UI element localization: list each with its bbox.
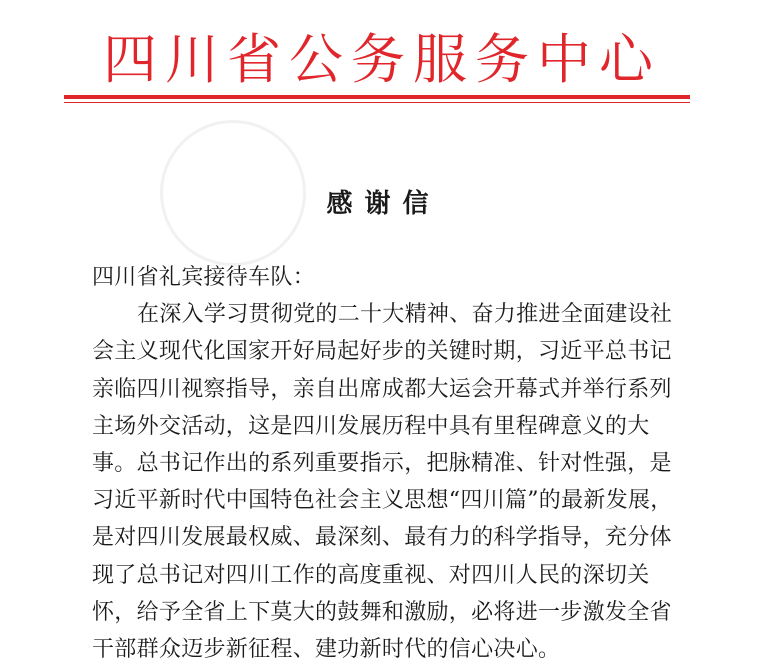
letter-title: 感谢信 <box>326 189 441 219</box>
letterhead-rule-thin <box>64 102 690 103</box>
body-line: 现了总书记对四川工作的高度重视、对四川人民的深切关 <box>92 562 650 588</box>
body-line: 亲临四川视察指导，亲自出席成都大运会开幕式并举行系列 <box>92 376 672 402</box>
body-line: 事。总书记作出的系列重要指示，把脉精准、针对性强，是 <box>92 450 672 476</box>
body-line: 主场外交活动，这是四川发展历程中具有里程碑意义的大 <box>92 413 650 439</box>
body-line: 习近平新时代中国特色社会主义思想“四川篇”的最新发展， <box>92 488 673 514</box>
body-line: 会主义现代化国家开好局起好步的关键时期，习近平总书记 <box>92 339 672 365</box>
body-line: 是对四川发展最权威、最深刻、最有力的科学指导，充分体 <box>92 525 672 551</box>
body-line: 干部群众迈步新征程、建功新时代的信心决心。 <box>92 636 561 662</box>
letterhead-title: 四川省公务服务中心 <box>103 28 661 91</box>
body-line: 在深入学习贯彻党的二十大精神、奋力推进全面建设社 <box>137 302 673 328</box>
body-line: 怀，给予全省上下莫大的鼓舞和激励，必将进一步激发全省 <box>92 599 672 625</box>
salutation: 四川省礼宾接待车队： <box>92 265 316 290</box>
letterhead-rule-thick <box>64 95 690 99</box>
letter-body <box>92 259 682 668</box>
